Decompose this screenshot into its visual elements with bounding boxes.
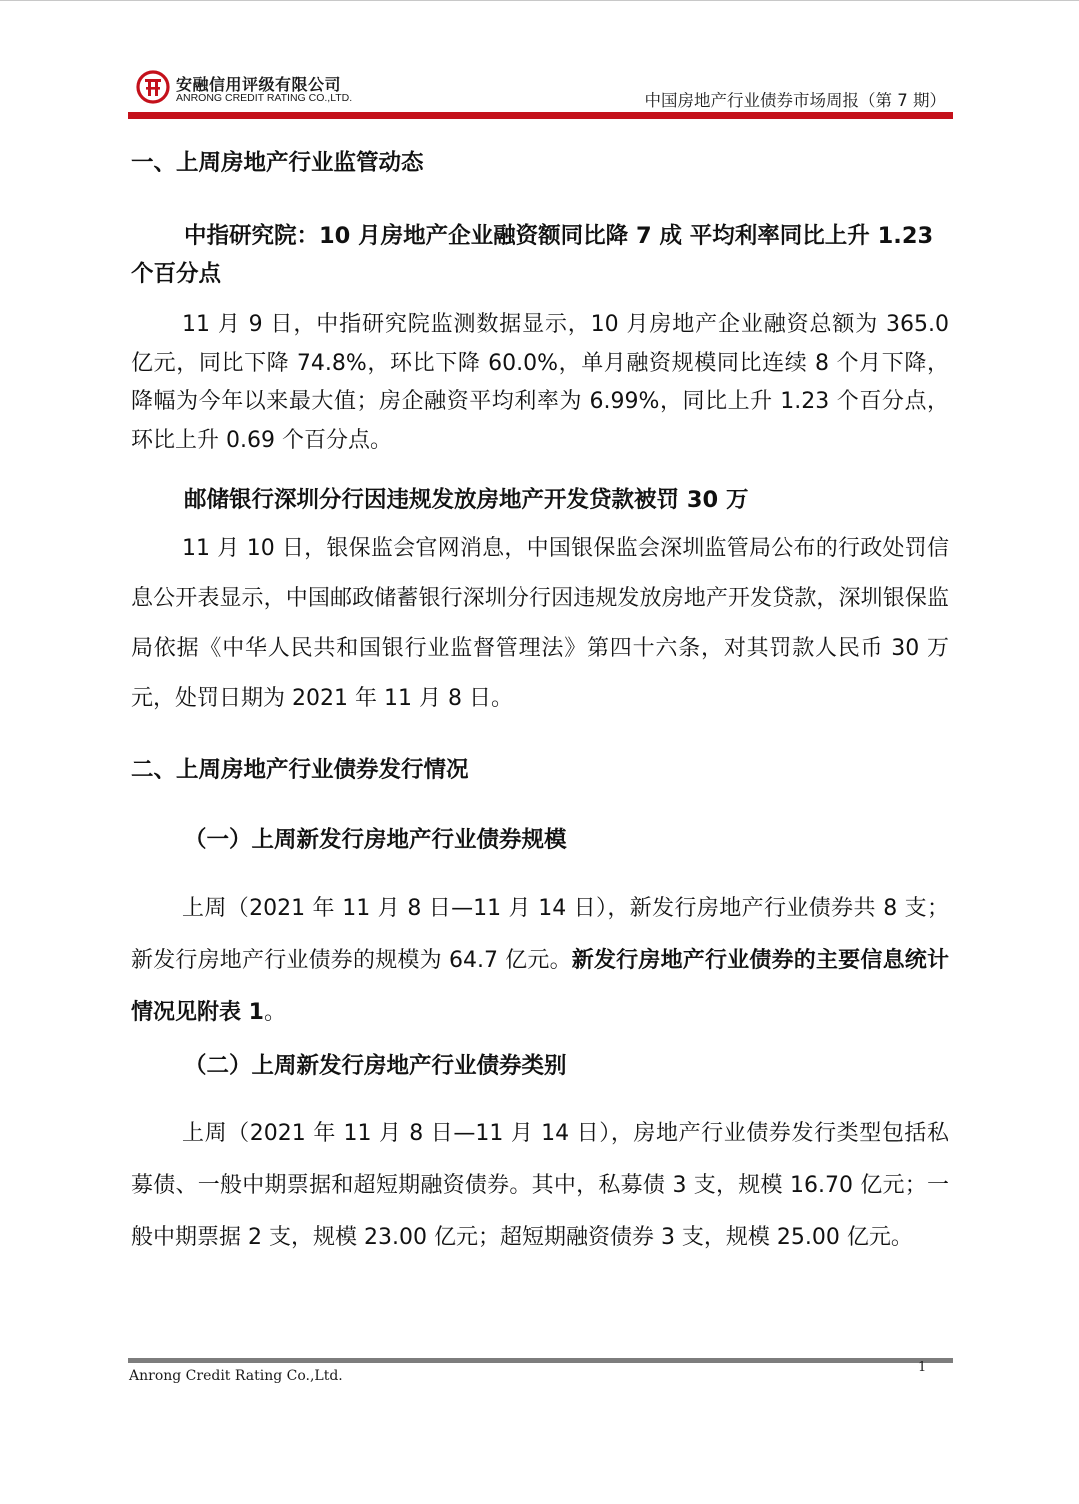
news-1-title: 中指研究院：10 月房地产企业融资额同比降 7 成 平均利率同比上升 1.23 个百分点 xyxy=(131,223,934,287)
subsection-1-body xyxy=(131,883,949,1039)
section-2-heading: 二、上周房地产行业债券发行情况 xyxy=(131,757,469,783)
report-title: 中国房地产行业债券市场周报（第 7 期） xyxy=(644,91,946,110)
section-1-heading: 一、上周房地产行业监管动态 xyxy=(131,150,424,176)
company-name-cn: 安融信用评级有限公司 xyxy=(176,75,342,94)
footer-rule xyxy=(128,1358,953,1363)
company-name-en: ANRONG CREDIT RATING CO.,LTD. xyxy=(176,92,353,104)
subsection-2-body: 上周（2021 年 11 月 8 日—11 月 14 日），房地产行业债券发行类型包括私募债、一般中期票据和超短期融资债券。其中，私募债 3 支，规模 16.70 亿元；一般中期票据 2 支，规模 23.00 亿元；超短期融资债券 3 支，规模 25.00 亿元。 xyxy=(131,1121,949,1250)
page-top-edge xyxy=(0,0,1079,1)
subsection-1-body-bold: 新发行房地产行业债券的主要信息统计情况见附表 1 xyxy=(131,948,949,1025)
subsection-1-body-text: 上周（2021 年 11 月 8 日—11 月 14 日），新发行房地产行业债券共 8 支；新发行房地产行业债券的规模为 64.7 亿元。 xyxy=(131,896,949,973)
subsection-1-body-end: 。 xyxy=(263,1000,286,1025)
header-rule xyxy=(128,112,953,119)
subsection-2-title: （二）上周新发行房地产行业债券类别 xyxy=(184,1053,567,1079)
subsection-1-title: （一）上周新发行房地产行业债券规模 xyxy=(184,827,567,853)
anrong-logo-icon xyxy=(136,70,170,104)
page-number: 1 xyxy=(918,1360,927,1375)
footer-company: Anrong Credit Rating Co.,Ltd. xyxy=(129,1368,343,1384)
news-2-body: 11 月 10 日，银保监会官网消息，中国银保监会深圳监管局公布的行政处罚信息公开表显示，中国邮政储蓄银行深圳分行因违规发放房地产开发贷款，深圳银保监局依据《中华人民共和国银行业监督管理法》第四十六条，对其罚款人民币 30 万元，处罚日期为 2021 年 11 月 8 日。 xyxy=(131,536,949,711)
news-2-title: 邮储银行深圳分行因违规发放房地产开发贷款被罚 30 万 xyxy=(184,487,749,513)
news-1-body: 11 月 9 日，中指研究院监测数据显示，10 月房地产企业融资总额为 365.0 亿元，同比下降 74.8%，环比下降 60.0%，单月融资规模同比连续 8 个月下降，降幅为今年以来最大值；房企融资平均利率为 6.99%，同比上升 1.23 个百分点，环比上升 0.69 个百分点。 xyxy=(131,312,949,453)
